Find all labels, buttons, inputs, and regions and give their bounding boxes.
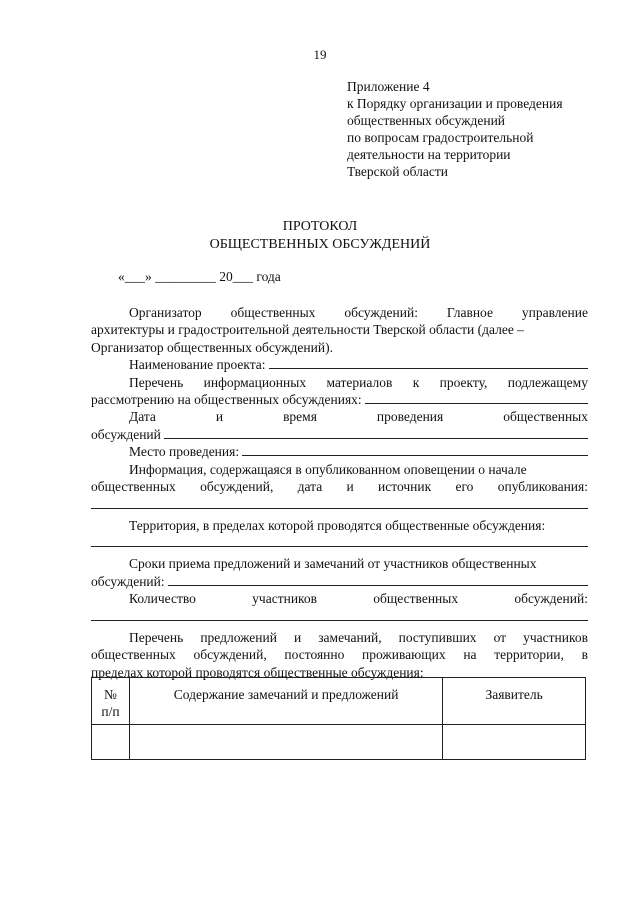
- word: Главное: [446, 305, 493, 320]
- word: общественных: [230, 305, 316, 320]
- appendix-line: Тверской области: [347, 164, 448, 179]
- territory-line: Территория, в пределах которой проводятся общественные обсуждения:: [129, 517, 546, 533]
- header-content: Содержание замечаний и предложений: [129, 678, 442, 725]
- blank-line: [269, 356, 588, 369]
- blank-line: [91, 608, 588, 625]
- word: Организатор: [129, 305, 202, 320]
- project-name-field: [91, 356, 588, 373]
- appendix-block: [347, 78, 617, 180]
- blank-line: [164, 426, 588, 439]
- info-line: общественных обсуждений, дата и источник его опубликования:: [91, 478, 588, 494]
- remarks-list-line: общественных обсуждений, постоянно проживающих на территории, в: [91, 647, 588, 663]
- datetime-field: обсуждений: [91, 426, 588, 443]
- document-body: [91, 304, 588, 681]
- organizer-line: [91, 304, 588, 321]
- blank-line: [365, 391, 588, 404]
- blank-line: [242, 443, 588, 456]
- organizer-line: Организатор общественных обсуждений).: [91, 339, 333, 355]
- appendix-line: по вопросам градостроительной: [347, 130, 534, 145]
- title-line: ОБЩЕСТВЕННЫХ ОБСУЖДЕНИЙ: [209, 237, 431, 252]
- date-line: «___» _________ 20___ года: [118, 269, 281, 284]
- blank-line: [91, 534, 588, 551]
- document-title: [0, 218, 640, 254]
- participants-line: Количество участников общественных обсуждений:: [129, 591, 588, 607]
- table-cell: [92, 725, 130, 760]
- header-number: № п/п: [92, 678, 130, 725]
- appendix-line: деятельности на территории: [347, 147, 511, 162]
- appendix-line: общественных обсуждений: [347, 113, 506, 128]
- table-header-row: [92, 678, 586, 725]
- page-number: 19: [313, 47, 327, 62]
- word: обсуждений:: [344, 305, 418, 320]
- datetime-line: Дата и время проведения общественных: [129, 409, 588, 425]
- table-cell: [129, 725, 442, 760]
- title-line: ПРОТОКОЛ: [282, 219, 358, 234]
- header-applicant: Заявитель: [443, 678, 586, 725]
- remarks-table: [91, 677, 586, 760]
- remarks-list-line: пределах которой проводятся общественные обсуждения:: [91, 664, 424, 680]
- appendix-line: к Порядку организации и проведения: [347, 96, 563, 111]
- terms-line: Сроки приема предложений и замечаний от участников общественных: [129, 556, 537, 572]
- word: управление: [521, 305, 588, 320]
- table-cell: [443, 725, 586, 760]
- place-field: Место проведения:: [91, 443, 588, 460]
- info-line: Информация, содержащаяся в опубликованном оповещении о начале: [129, 461, 527, 477]
- blank-line: [168, 573, 588, 586]
- terms-field: обсуждений:: [91, 573, 588, 590]
- blank-line: [91, 495, 588, 512]
- field-label: Наименование проекта:: [129, 357, 266, 373]
- remarks-list-line: Перечень предложений и замечаний, поступивших от участников: [129, 630, 588, 646]
- appendix-line: Приложение 4: [347, 79, 430, 94]
- table-row: [92, 725, 586, 760]
- materials-line: Перечень информационных материалов к проекту, подлежащему: [129, 374, 588, 390]
- organizer-line: архитектуры и градостроительной деятельности Тверской области (далее –: [91, 322, 524, 338]
- materials-field: рассмотрению на общественных обсуждениях:: [91, 391, 588, 408]
